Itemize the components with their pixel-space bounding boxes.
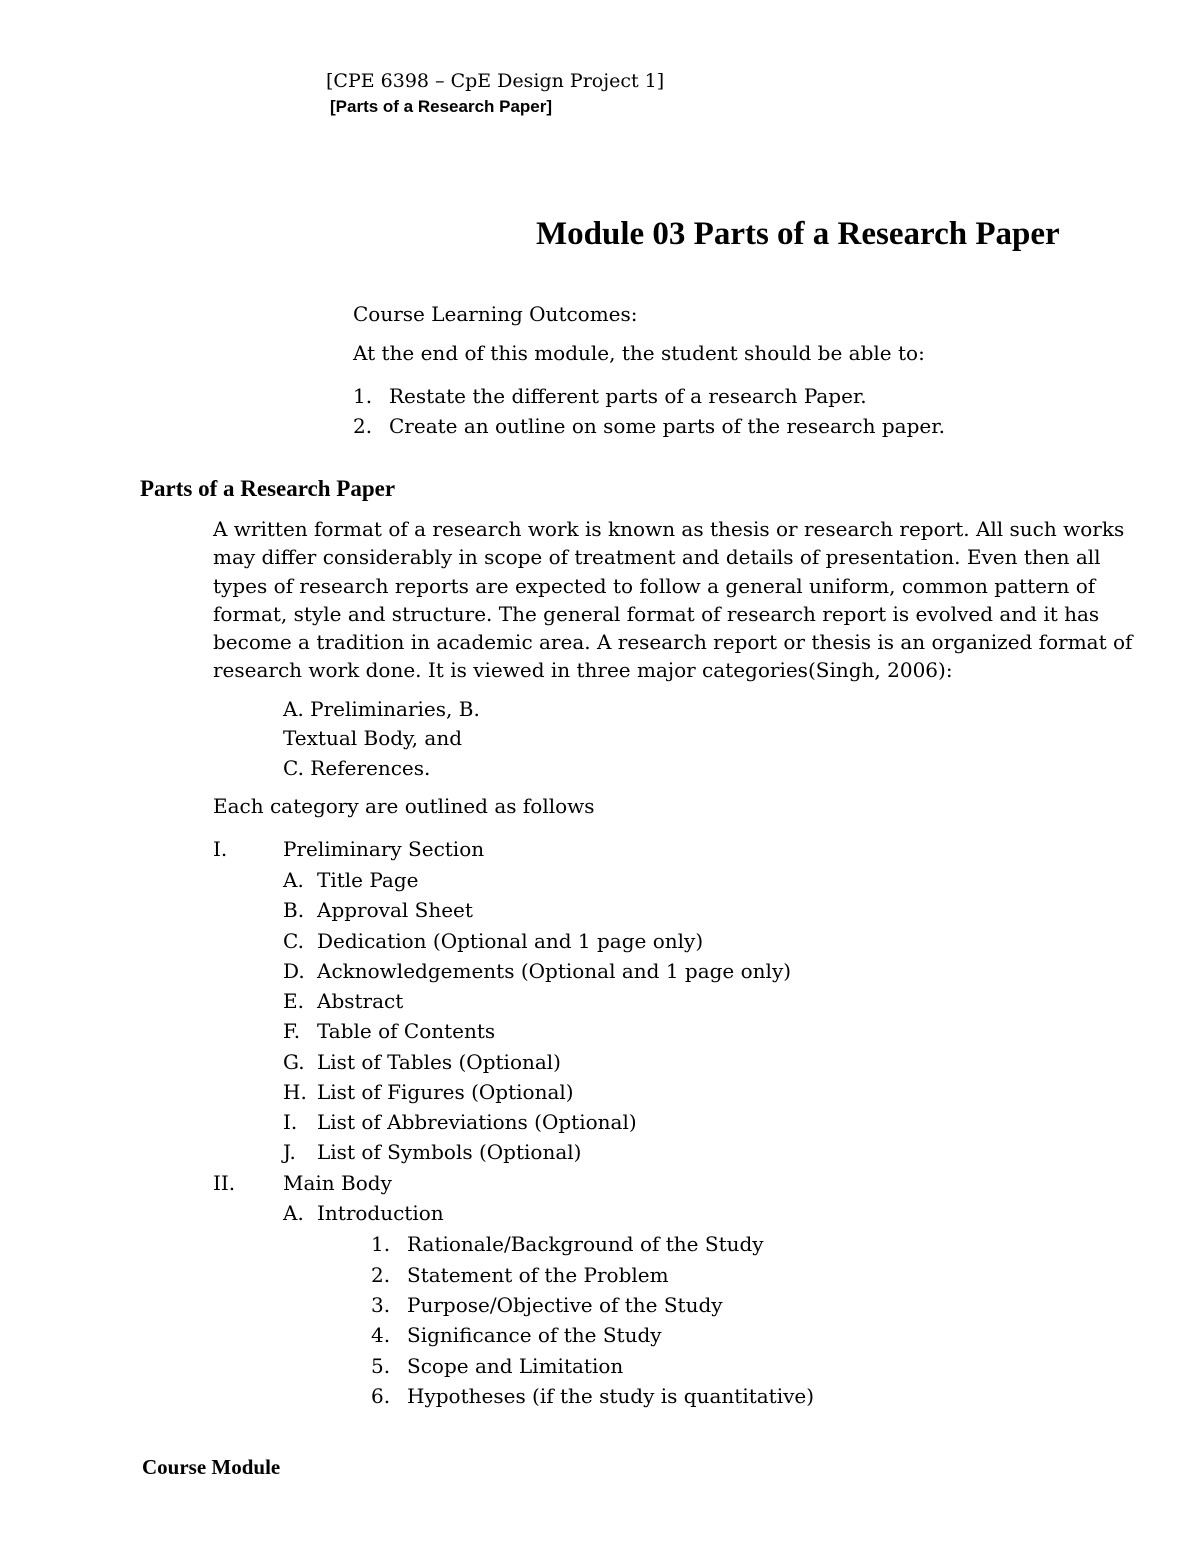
outline-item-text: Table of Contents — [317, 1019, 496, 1043]
outline-item-letter: I. — [283, 1110, 298, 1134]
outline-subitem-number: 3. — [371, 1293, 391, 1317]
outline-subitem-number: 6. — [371, 1384, 391, 1408]
page-title: Module 03 Parts of a Research Paper — [536, 216, 1060, 252]
outline-numeral: II. — [213, 1171, 236, 1195]
outline-item-text: Acknowledgements (Optional and 1 page only) — [317, 959, 792, 983]
outline-item-letter: C. — [283, 929, 304, 953]
outcome-number: 1. — [353, 384, 373, 408]
outline-item-text: List of Abbreviations (Optional) — [317, 1110, 637, 1134]
outline-item-text: List of Figures (Optional) — [317, 1080, 574, 1104]
learning-outcomes-label: Course Learning Outcomes: — [353, 302, 638, 326]
category-line: A. Preliminaries, B. — [283, 697, 480, 721]
outline-item-letter: A. — [283, 868, 304, 892]
outcome-number: 2. — [353, 414, 373, 438]
outline-item-text: Title Page — [317, 868, 419, 892]
section-paragraph: A written format of a research work is known as thesis or research report. All such works may differ considerably in scope of treatment and details of presentation. Even then all types of research reports are expected to follow a general uniform, common pattern of format, style and structure. The general format of research report is evolved and it has become a tradition in academic area. A research report or thesis is an organized format of research work done. It is viewed in three major categories(Singh, 2006): — [213, 517, 1133, 683]
outline-item-letter: G. — [283, 1050, 305, 1074]
page-footer: Course Module — [142, 1455, 281, 1479]
outline-part-label: Main Body — [283, 1171, 392, 1195]
outline-intro: Each category are outlined as follows — [213, 794, 595, 818]
outline-item-text: Abstract — [317, 989, 404, 1013]
outline-subitem-number: 4. — [371, 1323, 391, 1347]
outline-item-letter: J. — [283, 1140, 296, 1164]
outline-item-letter: E. — [283, 989, 304, 1013]
outline-subitem-text: Significance of the Study — [407, 1323, 662, 1347]
outline-item-letter: B. — [283, 898, 305, 922]
outline-part-label: Preliminary Section — [283, 837, 485, 861]
outline-item-letter: A. — [283, 1201, 304, 1225]
outline-subitem-number: 1. — [371, 1232, 391, 1256]
outline-subitem-text: Purpose/Objective of the Study — [407, 1293, 723, 1317]
outline-numeral: I. — [213, 837, 228, 861]
learning-outcomes-intro: At the end of this module, the student should be able to: — [353, 341, 925, 365]
outline-item-text: List of Tables (Optional) — [317, 1050, 561, 1074]
header-topic: [Parts of a Research Paper] — [330, 97, 553, 116]
outline-item-letter: F. — [283, 1019, 301, 1043]
outline-item-text: Introduction — [317, 1201, 444, 1225]
outline-subitem-text: Hypotheses (if the study is quantitative) — [407, 1384, 815, 1408]
header-course-code: [CPE 6398 – CpE Design Project 1] — [326, 70, 665, 92]
outline-item-letter: H. — [283, 1080, 307, 1104]
outline-subitem-text: Rationale/Background of the Study — [407, 1232, 764, 1256]
outline-subitem-text: Scope and Limitation — [407, 1354, 624, 1378]
outline-subitem-number: 5. — [371, 1354, 391, 1378]
outline-item-text: List of Symbols (Optional) — [317, 1140, 582, 1164]
outline-subitem-text: Statement of the Problem — [407, 1263, 669, 1287]
category-line: C. References. — [283, 756, 431, 780]
outline-item-letter: D. — [283, 959, 305, 983]
outline-item-text: Dedication (Optional and 1 page only) — [317, 929, 704, 953]
outline-subitem-number: 2. — [371, 1263, 391, 1287]
outline-item-text: Approval Sheet — [317, 898, 473, 922]
outcome-text: Create an outline on some parts of the research paper. — [389, 414, 945, 438]
outcome-text: Restate the different parts of a research Paper. — [389, 384, 867, 408]
section-heading: Parts of a Research Paper — [140, 476, 396, 501]
category-line: Textual Body, and — [283, 726, 463, 750]
